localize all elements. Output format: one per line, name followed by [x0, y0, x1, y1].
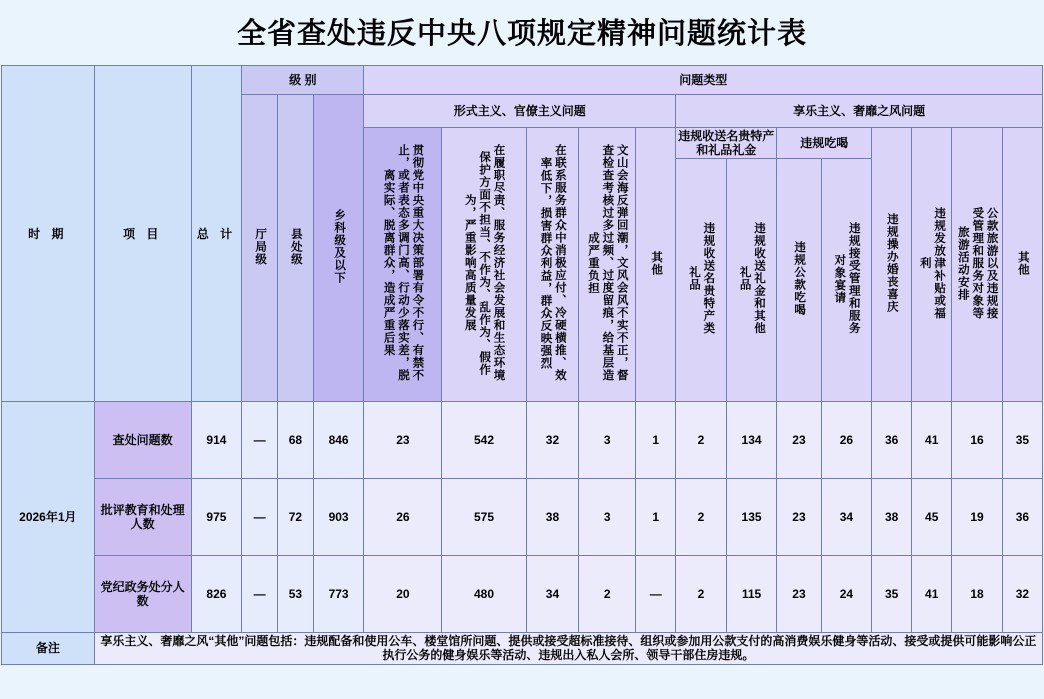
row-hedonism-1: 2: [676, 402, 727, 479]
row-hedonism-1: 2: [676, 556, 727, 633]
row-period: 2026年1月: [2, 402, 95, 633]
table-row: [2, 402, 1043, 479]
header-col-formalism-4: 文山会海反弹回潮，文风会风不实不正，督查检查考核过多过频、过度留痕，给基层造成严重负担: [579, 128, 636, 402]
header-level-xiang: 乡科级及以下: [313, 95, 364, 402]
header-col-hedonism-2: 违规收送礼金和其他礼品: [726, 159, 777, 402]
row-hedonism-4: 24: [821, 556, 872, 633]
footnote-text: 享乐主义、奢靡之风“其他”问题包括：违规配备和使用公车、楼堂馆所问题、提供或接受超标准接待、组织或参加用公款支付的高消费娱乐健身等活动、接受或提供可能影响公正执行公务的健身娱乐等活动、违规出入私人会所、领导干部住房违规。: [94, 633, 1042, 664]
row-formalism-1: 23: [364, 402, 442, 479]
header-group-formalism: 形式主义、官僚主义问题: [364, 95, 676, 128]
header-col-hedonism-6: 违规发放津补贴或福利: [912, 128, 952, 402]
row-hedonism-3: 23: [777, 556, 821, 633]
row-formalism-other: —: [636, 556, 676, 633]
row-level-xiang: 773: [313, 556, 364, 633]
row-formalism-4: 3: [579, 402, 636, 479]
header-subgroup-gifts: 违规收送名贵特产和礼品礼金: [676, 128, 777, 159]
row-level-xian: 68: [278, 402, 314, 479]
row-hedonism-6: 41: [912, 402, 952, 479]
row-level-ting: —: [242, 479, 278, 556]
row-total: 826: [191, 556, 242, 633]
header-period: 时 期: [2, 66, 95, 402]
header-col-hedonism-5: 违规操办婚丧喜庆: [872, 128, 912, 402]
row-formalism-3: 34: [526, 556, 579, 633]
header-col-formalism-3: 在联系服务群众中消极应付、冷硬横推、效率低下，损害群众利益，群众反映强烈: [526, 128, 579, 402]
row-hedonism-5: 38: [872, 479, 912, 556]
row-formalism-3: 32: [526, 402, 579, 479]
row-formalism-3: 38: [526, 479, 579, 556]
row-hedonism-6: 45: [912, 479, 952, 556]
row-total: 914: [191, 402, 242, 479]
row-hedonism-4: 26: [821, 402, 872, 479]
header-col-formalism-1: 贯彻党中央重大决策部署有令不行、有禁不止，或者表态多调门高、行动少落实差，脱离实际、脱离群众，造成严重后果: [364, 128, 442, 402]
header-total: 总 计: [191, 66, 242, 402]
footnote-label: 备注: [2, 633, 95, 664]
row-formalism-4: 2: [579, 556, 636, 633]
row-hedonism-3: 23: [777, 402, 821, 479]
header-subgroup-dining: 违规吃喝: [777, 128, 872, 159]
row-hedonism-other: 32: [1002, 556, 1042, 633]
row-formalism-2: 542: [442, 402, 526, 479]
row-hedonism-other: 35: [1002, 402, 1042, 479]
table-row: [2, 556, 1043, 633]
row-hedonism-2: 115: [726, 556, 777, 633]
row-item-label: 批评教育和处理人数: [94, 479, 191, 556]
row-hedonism-7: 19: [952, 479, 1003, 556]
row-formalism-other: 1: [636, 479, 676, 556]
header-col-hedonism-3: 违规公款吃喝: [777, 159, 821, 402]
row-formalism-2: 575: [442, 479, 526, 556]
header-level-group: 级 别: [242, 66, 364, 95]
header-level-xian: 县处级: [278, 95, 314, 402]
row-level-xiang: 903: [313, 479, 364, 556]
row-hedonism-6: 41: [912, 556, 952, 633]
header-level-ting: 厅局级: [242, 95, 278, 402]
header-group-hedonism: 享乐主义、奢靡之风问题: [676, 95, 1043, 128]
header-col-formalism-2: 在履职尽责、服务经济社会发展和生态环境保护方面不担当、不作为、乱作为、假作为，严重影响高质量发展: [442, 128, 526, 402]
row-total: 975: [191, 479, 242, 556]
header-col-hedonism-7: 公款旅游以及违规接受管理和服务对象等旅游活动安排: [952, 128, 1003, 402]
row-formalism-4: 3: [579, 479, 636, 556]
row-formalism-1: 20: [364, 556, 442, 633]
row-formalism-1: 26: [364, 479, 442, 556]
header-col-hedonism-other: 其他: [1002, 128, 1042, 402]
row-hedonism-3: 23: [777, 479, 821, 556]
header-row-1: [2, 66, 1043, 95]
header-col-hedonism-1: 违规收送名贵特产类礼品: [676, 159, 727, 402]
row-hedonism-7: 16: [952, 402, 1003, 479]
row-hedonism-5: 35: [872, 556, 912, 633]
row-hedonism-1: 2: [676, 479, 727, 556]
row-formalism-2: 480: [442, 556, 526, 633]
row-item-label: 党纪政务处分人数: [94, 556, 191, 633]
row-item-label: 查处问题数: [94, 402, 191, 479]
row-level-xian: 53: [278, 556, 314, 633]
row-formalism-other: 1: [636, 402, 676, 479]
row-level-ting: —: [242, 556, 278, 633]
row-hedonism-2: 134: [726, 402, 777, 479]
header-item: 项 目: [94, 66, 191, 402]
header-col-hedonism-4: 违规接受管理和服务对象宴请: [821, 159, 872, 402]
row-hedonism-4: 34: [821, 479, 872, 556]
row-hedonism-other: 36: [1002, 479, 1042, 556]
page-title: 全省查处违反中央八项规定精神问题统计表: [236, 18, 807, 50]
footnote-row: [2, 633, 1043, 664]
row-hedonism-2: 135: [726, 479, 777, 556]
row-hedonism-5: 36: [872, 402, 912, 479]
header-col-formalism-other: 其他: [636, 128, 676, 402]
table-row: [2, 479, 1043, 556]
row-hedonism-7: 18: [952, 556, 1003, 633]
row-level-xiang: 846: [313, 402, 364, 479]
row-level-ting: —: [242, 402, 278, 479]
row-level-xian: 72: [278, 479, 314, 556]
statistics-table: [1, 65, 1043, 665]
header-problem-type-group: 问题类型: [364, 66, 1043, 95]
